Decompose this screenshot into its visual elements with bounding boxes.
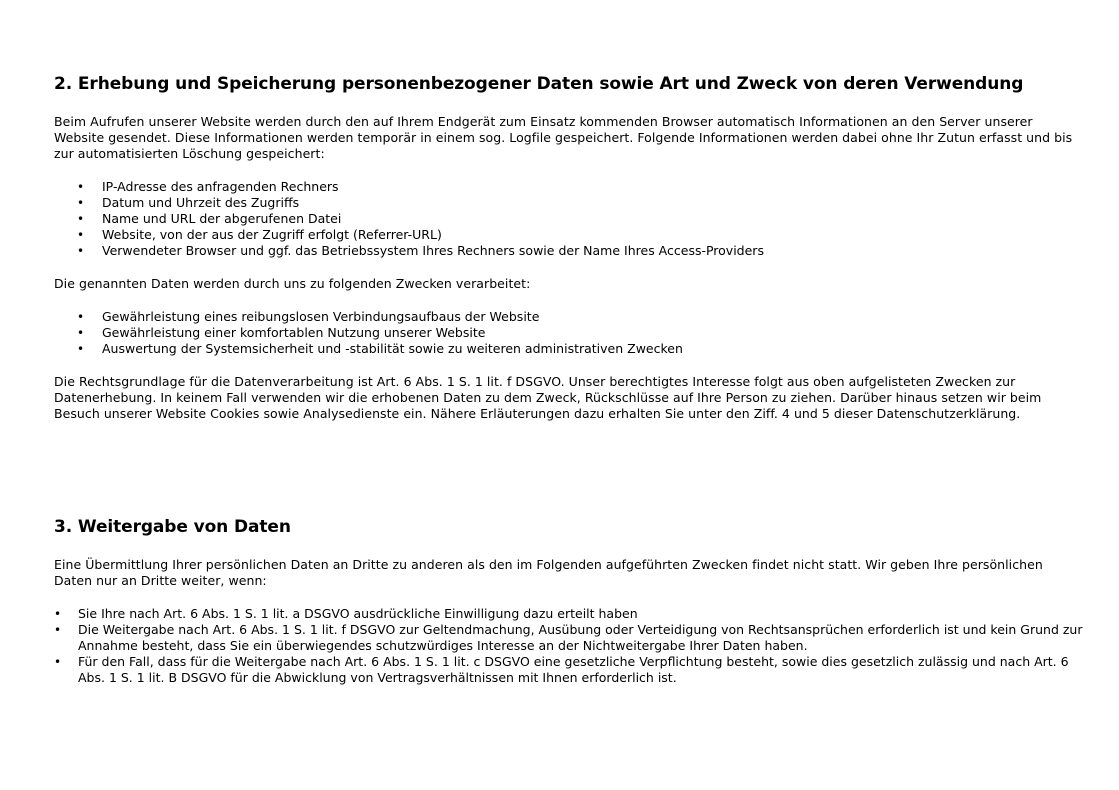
list-item: • Sie Ihre nach Art. 6 Abs. 1 S. 1 lit. a DSGVO ausdrückliche Einwilligung dazu erteilt haben: [54, 606, 638, 621]
collected-data-list: [54, 179, 1084, 259]
bullet-icon: •: [77, 342, 85, 356]
list-item: • Gewährleistung eines reibungslosen Verbindungsaufbaus der Website: [77, 309, 540, 324]
bullet-icon: •: [77, 228, 85, 242]
list-item: • Die Weitergabe nach Art. 6 Abs. 1 S. 1 lit. f DSGVO zur Geltendmachung, Ausübung oder Verteidigung von Rechtsansprüchen erforderlich ist und kein Grund zur Annahme besteht, dass Sie ein überwiegendes schutzwürdiges Interesse an der Nichtweitergabe Ihrer Daten haben.: [54, 622, 1083, 653]
list-item: • Verwendeter Browser und ggf. das Betriebssystem Ihres Rechners sowie der Name Ihres Access-Providers: [77, 243, 764, 258]
legal-basis-paragraph: Die Rechtsgrundlage für die Datenverarbeitung ist Art. 6 Abs. 1 S. 1 lit. f DSGVO. Unser berechtigtes Interesse folgt aus oben aufgelisteten Zwecken zur Datenerhebung. In keinem Fall verwenden wir die erhobenen Daten zu dem Zweck, Rückschlüsse auf Ihre Person zu ziehen. Darüber hinaus setzen wir beim Besuch unserer Website Cookies sowie Analysedienste ein. Nähere Erläuterungen dazu erhalten Sie unter den Ziff. 4 und 5 dieser Datenschutzerklärung.: [54, 374, 1042, 421]
bullet-icon: •: [54, 655, 62, 669]
bullet-icon: •: [77, 180, 85, 194]
bullet-icon: •: [77, 244, 85, 258]
bullet-icon: •: [77, 212, 85, 226]
section-data-collection: [54, 72, 1084, 422]
sharing-conditions-list: [54, 606, 1084, 686]
list-item: • Name und URL der abgerufenen Datei: [77, 211, 342, 226]
list-item: • Datum und Uhrzeit des Zugriffs: [77, 195, 300, 210]
section-2-intro: Beim Aufrufen unserer Website werden durch den auf Ihrem Endgerät zum Einsatz kommenden Browser automatisch Informationen an den Server unserer Website gesendet. Diese Informationen werden temporär in einem sog. Logfile gespeichert. Folgende Informationen werden dabei ohne Ihr Zutun erfasst und bis zur automatisierten Löschung gespeichert:: [54, 114, 1073, 161]
bullet-icon: •: [77, 326, 85, 340]
list-item: • Für den Fall, dass für die Weitergabe nach Art. 6 Abs. 1 S. 1 lit. c DSGVO eine gesetzliche Verpflichtung besteht, sowie dies gesetzlich zulässig und nach Art. 6 Abs. 1 S. 1 lit. B DSGVO für die Abwicklung von Vertragsverhältnissen mit Ihnen erforderlich ist.: [54, 654, 1069, 685]
list-item: • Auswertung der Systemsicherheit und -stabilität sowie zu weiteren administrativen Zwecken: [77, 341, 683, 356]
bullet-icon: •: [54, 623, 62, 637]
purposes-list: [54, 309, 1084, 357]
bullet-icon: •: [77, 310, 85, 324]
list-item: • IP-Adresse des anfragenden Rechners: [77, 179, 339, 194]
section-3-intro: Eine Übermittlung Ihrer persönlichen Daten an Dritte zu anderen als den im Folgenden aufgeführten Zwecken findet nicht statt. Wir geben Ihre persönlichen Daten nur an Dritte weiter, wenn:: [54, 557, 1043, 588]
bullet-icon: •: [77, 196, 85, 210]
section-data-sharing: [54, 515, 1084, 686]
list-item: • Gewährleistung einer komfortablen Nutzung unserer Website: [77, 325, 486, 340]
list-item: • Website, von der aus der Zugriff erfolgt (Referrer-URL): [77, 227, 442, 242]
section-2-heading: 2. Erhebung und Speicherung personenbezogener Daten sowie Art und Zweck von deren Verwendung: [54, 74, 1024, 94]
section-3-heading: 3. Weitergabe von Daten: [54, 517, 291, 537]
bullet-icon: •: [54, 607, 62, 621]
purposes-intro: Die genannten Daten werden durch uns zu folgenden Zwecken verarbeitet:: [54, 276, 531, 291]
